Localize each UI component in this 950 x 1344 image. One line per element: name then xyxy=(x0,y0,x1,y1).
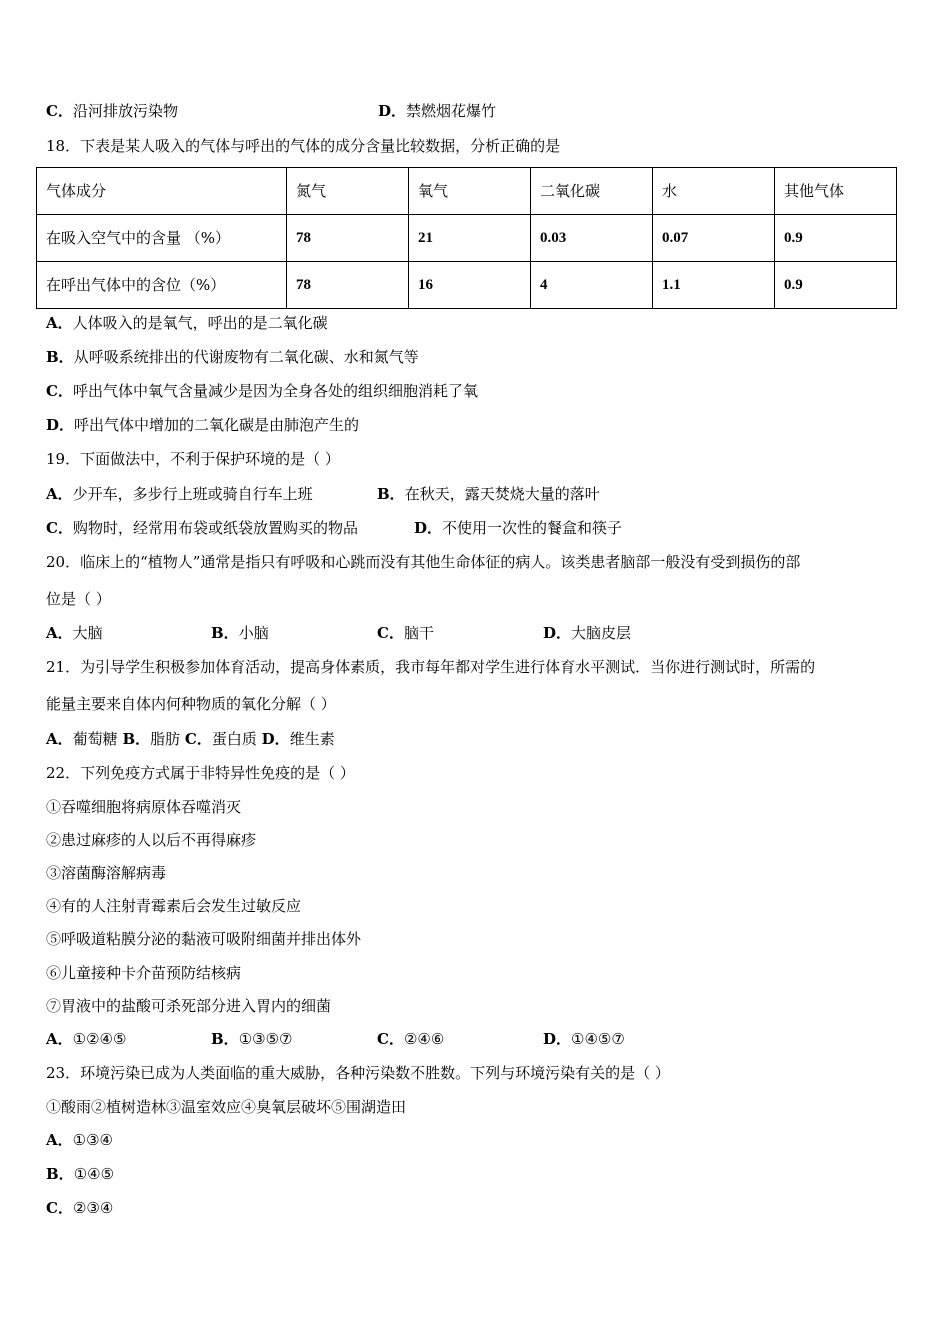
option-label: C． xyxy=(377,624,404,642)
option-text: ①④⑤ xyxy=(73,1165,115,1183)
option-label: A． xyxy=(46,1131,73,1149)
q19-option-d xyxy=(414,518,622,538)
q20-stem-line1: 20．临床上的“植物人”通常是指只有呼吸和心跳而没有其他生命体征的病人。该类患者脑部一般没有受到损伤的部 xyxy=(46,553,801,571)
option-text: 维生素 xyxy=(289,730,335,748)
q22-item: ①吞噬细胞将病原体吞噬消灭 xyxy=(46,798,242,816)
q22-option-b xyxy=(211,1029,292,1049)
option-label: A． xyxy=(46,730,73,748)
q23-option-c xyxy=(46,1198,113,1218)
q21-options xyxy=(46,729,335,749)
q22-stem: 22．下列免疫方式属于非特异性免疫的是（ ） xyxy=(46,764,355,782)
q20-stem-line2: 位是（ ） xyxy=(46,590,111,608)
option-text: 呼出气体中氧气含量减少是因为全身各处的组织细胞消耗了氧 xyxy=(72,382,478,400)
q22-option-a xyxy=(46,1029,126,1049)
option-text: ①②④⑤ xyxy=(72,1030,127,1048)
option-text: ②④⑥ xyxy=(403,1030,445,1048)
q18-option-a xyxy=(46,313,328,333)
q19-option-c xyxy=(46,518,358,538)
table-cell: 21 xyxy=(409,215,531,262)
table-header-cell: 水 xyxy=(653,168,775,215)
option-text: 大脑皮层 xyxy=(571,624,632,642)
option-label: D． xyxy=(261,730,290,748)
option-label: B． xyxy=(46,348,74,366)
option-text: 不使用一次性的餐盒和筷子 xyxy=(442,519,623,537)
option-label: C． xyxy=(46,382,73,400)
table-cell: 0.07 xyxy=(653,215,775,262)
table-header-cell: 二氧化碳 xyxy=(531,168,653,215)
q22-option-d xyxy=(543,1029,625,1049)
option-text: 呼出气体中增加的二氧化碳是由肺泡产生的 xyxy=(74,416,360,434)
table-cell: 16 xyxy=(409,262,531,309)
q22-item: ⑦胃液中的盐酸可杀死部分进入胃内的细菌 xyxy=(46,997,332,1015)
option-label: B． xyxy=(211,1030,239,1048)
option-label: A． xyxy=(46,314,73,332)
q22-item: ⑥儿童接种卡介苗预防结核病 xyxy=(46,964,242,982)
q22-item: ②患过麻疹的人以后不再得麻疹 xyxy=(46,831,257,849)
table-row xyxy=(37,262,897,309)
option-text: ①③⑤⑦ xyxy=(238,1030,293,1048)
table-cell: 78 xyxy=(287,262,409,309)
option-label: D． xyxy=(543,1030,572,1048)
option-label: C． xyxy=(46,102,73,120)
table-cell: 0.03 xyxy=(531,215,653,262)
option-text: ①④⑤⑦ xyxy=(571,1030,625,1048)
option-label: D． xyxy=(543,624,572,642)
option-text: 小脑 xyxy=(238,624,269,642)
q19-option-b xyxy=(377,484,600,504)
option-text: ②③④ xyxy=(72,1199,114,1217)
table-header-cell: 氮气 xyxy=(287,168,409,215)
table-cell: 0.9 xyxy=(775,262,897,309)
option-text: 沿河排放污染物 xyxy=(72,102,178,120)
table-header-cell: 氧气 xyxy=(409,168,531,215)
option-text: 少开车，多步行上班或骑自行车上班 xyxy=(72,485,313,503)
option-text: 葡萄糖 xyxy=(72,730,118,748)
option-text: ①③④ xyxy=(72,1131,113,1149)
option-label: B． xyxy=(211,624,239,642)
q20-option-b xyxy=(211,623,269,643)
table-row-label: 在呼出气体中的含位（%） xyxy=(37,262,287,309)
q18-option-c xyxy=(46,381,478,401)
option-label: B． xyxy=(46,1165,74,1183)
q22-item: ⑤呼吸道粘膜分泌的黏液可吸附细菌并排出体外 xyxy=(46,930,362,948)
table-row-label: 在吸入空气中的含量 （%） xyxy=(37,215,287,262)
q23-option-a xyxy=(46,1130,113,1150)
table-cell: 4 xyxy=(531,262,653,309)
option-label: A． xyxy=(46,624,73,642)
option-text: 禁燃烟花爆竹 xyxy=(406,102,497,120)
option-text: 人体吸入的是氧气，呼出的是二氧化碳 xyxy=(72,314,328,332)
option-label: A． xyxy=(46,1030,73,1048)
gas-composition-table xyxy=(36,167,897,309)
table-header-row xyxy=(37,168,897,215)
option-text: 大脑 xyxy=(72,624,103,642)
q20-option-d xyxy=(543,623,631,643)
q23-stem: 23．环境污染已成为人类面临的重大威胁，各种污染数不胜数。下列与环境污染有关的是（ ） xyxy=(46,1064,670,1082)
option-label: D． xyxy=(46,416,75,434)
option-label: B． xyxy=(377,485,405,503)
option-label: C． xyxy=(377,1030,404,1048)
option-text: 蛋白质 xyxy=(211,730,257,748)
q23-items: ①酸雨②植树造林③温室效应④臭氧层破坏⑤围湖造田 xyxy=(46,1098,407,1116)
q22-item: ③溶菌酶溶解病毒 xyxy=(46,864,167,882)
q22-item: ④有的人注射青霉素后会发生过敏反应 xyxy=(46,897,302,915)
option-label: C． xyxy=(184,730,212,748)
table-header-cell: 其他气体 xyxy=(775,168,897,215)
q18-stem: 18．下表是某人吸入的气体与呼出的气体的成分含量比较数据，分析正确的是 xyxy=(46,137,561,155)
option-text: 在秋天，露天焚烧大量的落叶 xyxy=(404,485,600,503)
option-label: A． xyxy=(46,485,73,503)
option-label: B． xyxy=(122,730,151,748)
option-text: 购物时，经常用布袋或纸袋放置购买的物品 xyxy=(72,519,358,537)
option-label: C． xyxy=(46,519,73,537)
option-text: 脂肪 xyxy=(150,730,181,748)
q21-stem-line1: 21．为引导学生积极参加体育活动，提高身体素质，我市每年都对学生进行体育水平测试．当你进行测试时，所需的 xyxy=(46,658,816,676)
table-cell: 1.1 xyxy=(653,262,775,309)
q22-option-c xyxy=(377,1029,444,1049)
table-cell: 0.9 xyxy=(775,215,897,262)
q17-option-d xyxy=(378,101,496,121)
table-cell: 78 xyxy=(287,215,409,262)
q17-option-c xyxy=(46,101,178,121)
option-text: 从呼吸系统排出的代谢废物有二氧化碳、水和氮气等 xyxy=(73,348,419,366)
option-label: D． xyxy=(378,102,407,120)
q23-option-b xyxy=(46,1164,114,1184)
table-header-cell: 气体成分 xyxy=(37,168,287,215)
option-text: 脑干 xyxy=(403,624,434,642)
q18-option-d xyxy=(46,415,359,435)
table-row xyxy=(37,215,897,262)
option-label: D． xyxy=(414,519,443,537)
q20-option-a xyxy=(46,623,103,643)
q21-stem-line2: 能量主要来自体内何种物质的氧化分解（ ） xyxy=(46,695,336,713)
q19-option-a xyxy=(46,484,313,504)
option-label: C． xyxy=(46,1199,73,1217)
q18-option-b xyxy=(46,347,419,367)
q19-stem: 19．下面做法中，不利于保护环境的是（ ） xyxy=(46,450,340,468)
q20-option-c xyxy=(377,623,434,643)
